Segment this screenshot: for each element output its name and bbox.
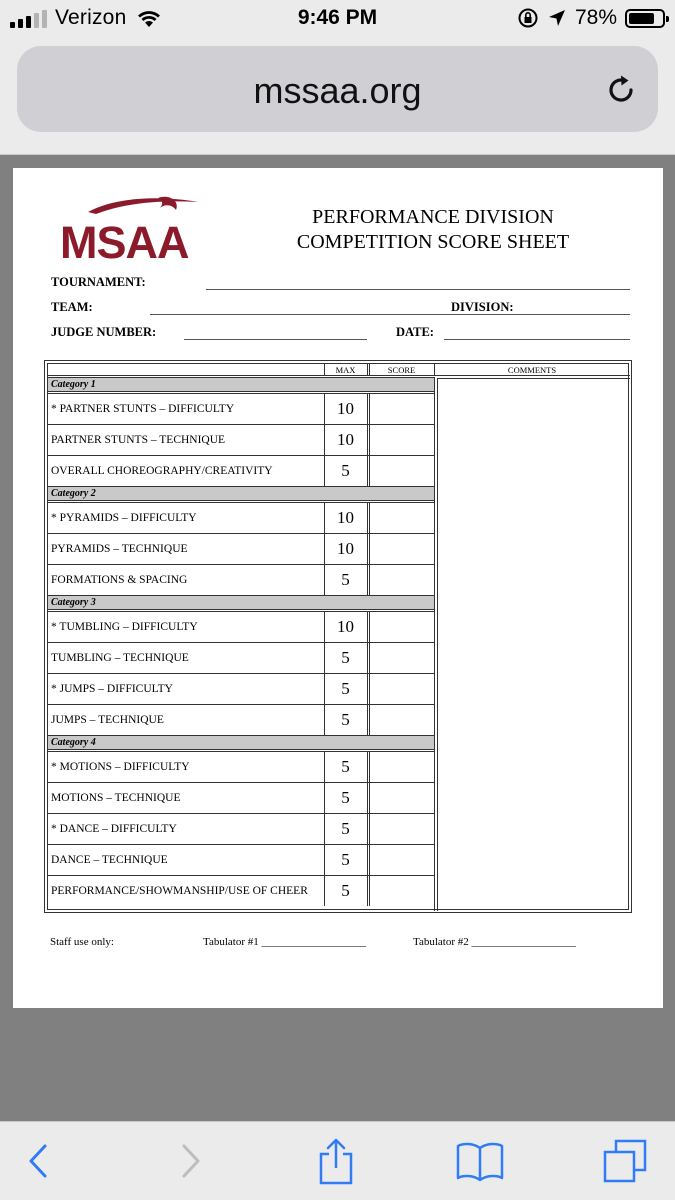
carrier-name: Verizon xyxy=(55,6,127,29)
table-row xyxy=(48,611,434,642)
criterion-label: * JUMPS – DIFFICULTY xyxy=(51,683,173,695)
date-label: DATE: xyxy=(396,325,434,339)
table-row xyxy=(48,502,434,533)
share-button[interactable] xyxy=(311,1136,361,1186)
tabs-button[interactable] xyxy=(600,1136,650,1186)
table-row xyxy=(48,455,434,486)
division-label: DIVISION: xyxy=(451,300,514,314)
battery-icon xyxy=(625,9,665,28)
max-points: 5 xyxy=(341,819,350,838)
category-header: Category 1 xyxy=(48,377,434,392)
status-bar xyxy=(0,0,675,40)
score-cell[interactable] xyxy=(369,394,434,424)
criterion-label: * MOTIONS – DIFFICULTY xyxy=(51,761,190,773)
score-cell[interactable] xyxy=(369,456,434,486)
criterion-label: DANCE – TECHNIQUE xyxy=(51,854,168,866)
score-cell[interactable] xyxy=(369,814,434,844)
criterion-label: JUMPS – TECHNIQUE xyxy=(51,714,164,726)
max-points: 10 xyxy=(337,508,354,527)
criterion-label: * PARTNER STUNTS – DIFFICULTY xyxy=(51,403,235,415)
address-bar[interactable] xyxy=(17,46,658,132)
comments-area[interactable] xyxy=(434,377,630,911)
category-header: Category 2 xyxy=(48,486,434,501)
tournament-line[interactable] xyxy=(206,289,630,290)
score-cell[interactable] xyxy=(369,643,434,673)
max-points: 10 xyxy=(337,399,354,418)
criterion-label: * DANCE – DIFFICULTY xyxy=(51,823,177,835)
title-line-1: PERFORMANCE DIVISION xyxy=(312,206,554,228)
max-points: 5 xyxy=(341,710,350,729)
score-cell[interactable] xyxy=(369,612,434,642)
max-points: 10 xyxy=(337,617,354,636)
tabulator-2: Tabulator #2 ___________________ xyxy=(413,936,576,948)
team-line[interactable] xyxy=(150,314,630,315)
judge-number-label: JUDGE NUMBER: xyxy=(51,325,157,339)
criterion-label: MOTIONS – TECHNIQUE xyxy=(51,792,181,804)
max-points: 10 xyxy=(337,430,354,449)
reload-icon[interactable] xyxy=(604,73,638,107)
category-header: Category 4 xyxy=(48,735,434,750)
score-cell[interactable] xyxy=(369,876,434,906)
max-header: MAX xyxy=(335,365,356,375)
score-cell[interactable] xyxy=(369,565,434,595)
score-cell[interactable] xyxy=(369,674,434,704)
comments-header: COMMENTS xyxy=(507,365,557,375)
max-points: 5 xyxy=(341,679,350,698)
score-cell[interactable] xyxy=(369,705,434,735)
document-title xyxy=(268,205,598,255)
score-cell[interactable] xyxy=(369,425,434,455)
criterion-label: PERFORMANCE/SHOWMANSHIP/USE OF CHEER xyxy=(51,885,308,897)
criterion-label: FORMATIONS & SPACING xyxy=(51,574,188,586)
score-cell[interactable] xyxy=(369,534,434,564)
score-cell[interactable] xyxy=(369,752,434,782)
tabs-icon[interactable] xyxy=(602,1138,648,1184)
table-row xyxy=(48,564,434,595)
forward-button[interactable] xyxy=(165,1136,215,1186)
score-table xyxy=(44,360,632,913)
table-row xyxy=(48,813,434,844)
browser-address-area xyxy=(0,40,675,155)
logo-text: MSAA xyxy=(60,217,189,262)
criterion-label: TUMBLING – TECHNIQUE xyxy=(51,652,189,664)
browser-toolbar xyxy=(0,1121,675,1200)
table-row xyxy=(48,673,434,704)
criterion-label: * PYRAMIDS – DIFFICULTY xyxy=(51,512,197,524)
back-icon[interactable] xyxy=(24,1143,54,1179)
max-points: 5 xyxy=(341,881,350,900)
msaa-logo xyxy=(58,194,218,262)
criterion-label: OVERALL CHOREOGRAPHY/CREATIVITY xyxy=(51,465,273,477)
max-points: 5 xyxy=(341,570,350,589)
forward-icon[interactable] xyxy=(175,1143,205,1179)
criterion-label: * TUMBLING – DIFFICULTY xyxy=(51,621,198,633)
back-button[interactable] xyxy=(14,1136,64,1186)
table-row xyxy=(48,751,434,782)
table-row xyxy=(48,875,434,906)
url-text[interactable]: mssaa.org xyxy=(253,70,422,111)
status-time: 9:46 PM xyxy=(297,6,378,29)
bookmarks-icon[interactable] xyxy=(455,1140,505,1182)
table-header xyxy=(48,364,630,376)
table-row xyxy=(48,642,434,673)
judge-number-line[interactable] xyxy=(184,339,367,340)
bookmarks-button[interactable] xyxy=(455,1136,505,1186)
score-sheet-document xyxy=(13,168,663,1008)
criterion-label: PYRAMIDS – TECHNIQUE xyxy=(51,543,188,555)
table-row xyxy=(48,844,434,875)
score-header: SCORE xyxy=(387,365,416,375)
table-row xyxy=(48,782,434,813)
tabulator-1: Tabulator #1 ___________________ xyxy=(203,936,366,948)
table-row xyxy=(48,424,434,455)
max-points: 5 xyxy=(341,788,350,807)
max-points: 5 xyxy=(341,757,350,776)
max-points: 10 xyxy=(337,539,354,558)
score-cell[interactable] xyxy=(369,783,434,813)
staff-use-label: Staff use only: xyxy=(50,936,114,948)
location-arrow-icon xyxy=(547,8,567,28)
max-points: 5 xyxy=(341,850,350,869)
table-row xyxy=(48,393,434,424)
score-cell[interactable] xyxy=(369,845,434,875)
max-points: 5 xyxy=(341,461,350,480)
tournament-label: TOURNAMENT: xyxy=(51,275,146,289)
date-line[interactable] xyxy=(444,339,630,340)
title-line-2: COMPETITION SCORE SHEET xyxy=(296,231,570,253)
team-label: TEAM: xyxy=(51,300,93,314)
category-header: Category 3 xyxy=(48,595,434,610)
criterion-label: PARTNER STUNTS – TECHNIQUE xyxy=(51,434,226,446)
share-icon[interactable] xyxy=(316,1137,356,1185)
battery-percent: 78% xyxy=(574,6,617,29)
orientation-lock-icon xyxy=(517,7,539,29)
score-cell[interactable] xyxy=(369,503,434,533)
max-points: 5 xyxy=(341,648,350,667)
table-row xyxy=(48,533,434,564)
table-row xyxy=(48,704,434,735)
status-right xyxy=(517,6,665,30)
